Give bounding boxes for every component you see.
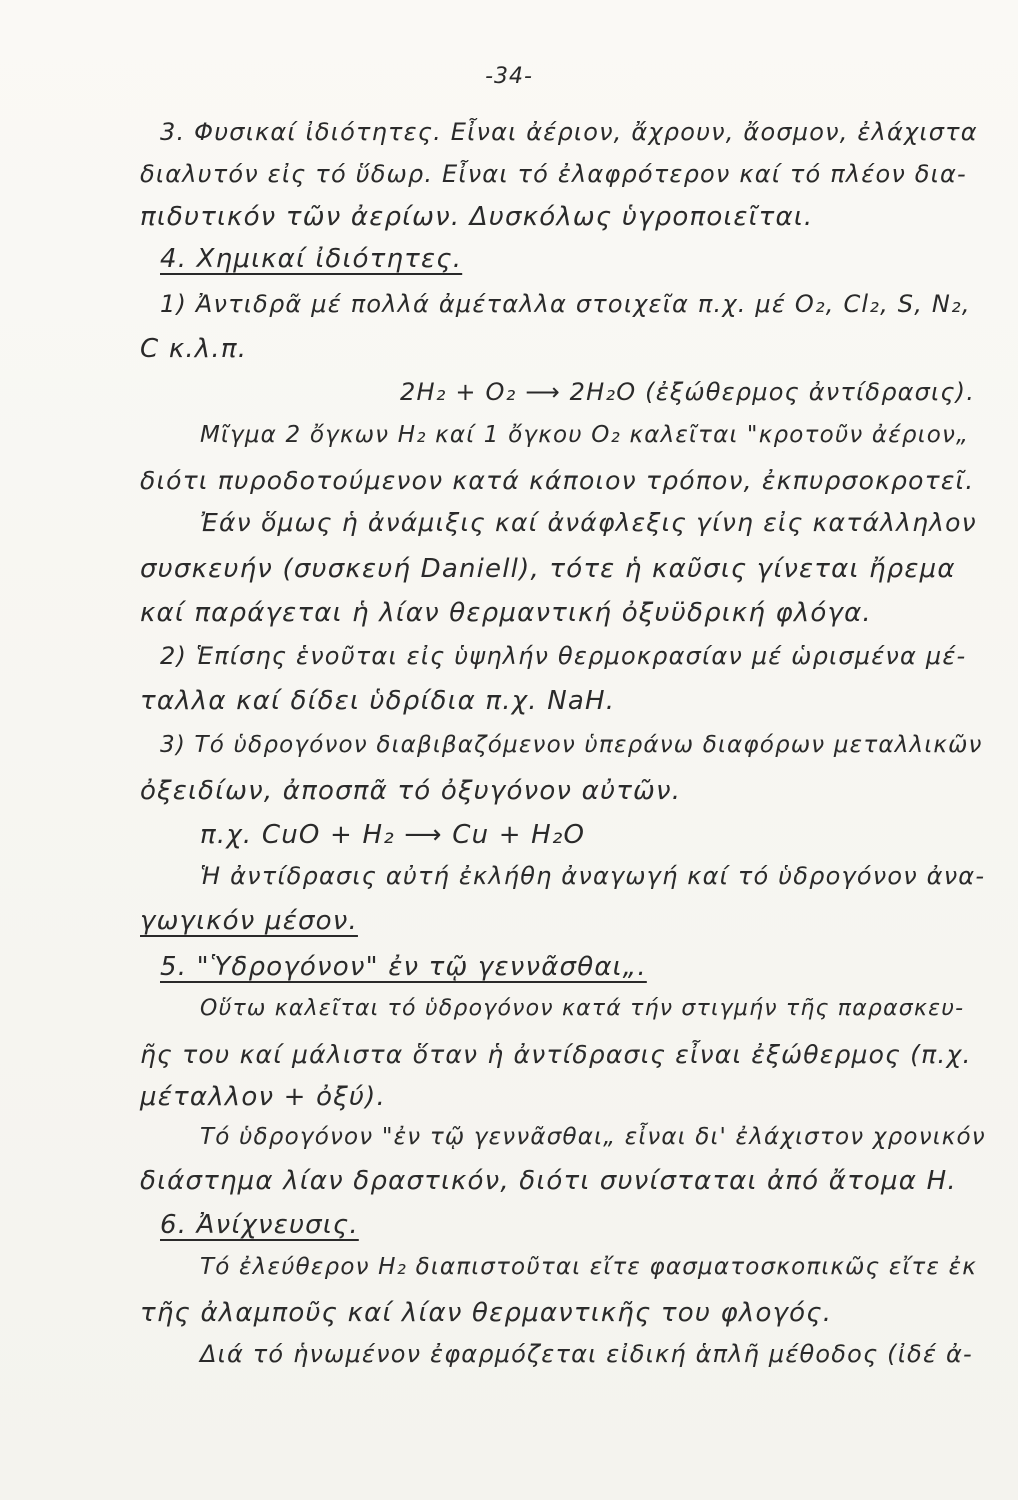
text-line: διαλυτόν εἰς τό ὕδωρ. Εἶναι τό ἐλαφρότερον καί τό πλέον δια- (140, 160, 967, 188)
text-line: Ἡ ἀντίδρασις αὐτή ἐκλήθη ἀναγωγή καί τό ὑδρογόνον ἀνα- (200, 862, 986, 890)
text-line: ὀξειδίων, ἀποσπᾶ τό ὀξυγόνον αὐτῶν. (140, 776, 682, 806)
section-heading-nascent-hydrogen: 5. "Ὑδρογόνον" ἐν τῷ γεννᾶσθαι„. (160, 952, 647, 982)
text-line: ῆς του καί μάλιστα ὅταν ἡ ἀντίδρασις εἶναι ἐξώθερμος (π.χ. (140, 1040, 972, 1069)
text-line: πιδυτικόν τῶν ἀερίων. Δυσκόλως ὑγροποιεῖται. (140, 202, 814, 232)
text-line: μέταλλον + ὀξύ). (140, 1082, 386, 1112)
text-line: ταλλα καί δίδει ὑδρίδια π.χ. NaH. (140, 686, 616, 716)
section-heading-chemical-properties: 4. Χημικαί ἰδιότητες. (160, 244, 463, 274)
text-line: Τό ἐλεύθερον H₂ διαπιστοῦται εἴτε φασματοσκοπικῶς εἴτε ἐκ (200, 1254, 978, 1280)
text-line: 3. Φυσικαί ἰδιότητες. Εἶναι ἀέριον, ἄχρουν, ἄοσμον, ἐλάχιστα (160, 118, 978, 146)
text-line: συσκευήν (συσκευή Daniell), τότε ἡ καῦσις γίνεται ἤρεμα (140, 554, 956, 584)
equation-line: π.χ. CuO + H₂ ⟶ Cu + H₂O (200, 820, 586, 850)
text-line: Μῖγμα 2 ὄγκων H₂ καί 1 ὄγκου O₂ καλεῖται "κροτοῦν ἀέριον„ (200, 422, 970, 448)
text-line: γωγικόν μέσον. (140, 906, 358, 936)
text-line: 1) Ἀντιδρᾶ μέ πολλά ἀμέταλλα στοιχεῖα π.χ. μέ O₂, Cl₂, S, N₂, (160, 290, 971, 318)
text-line: C κ.λ.π. (140, 334, 248, 364)
section-heading-detection: 6. Ἀνίχνευσις. (160, 1210, 359, 1240)
text-line: Διά τό ἡνωμένον ἐφαρμόζεται εἰδική ἁπλῆ μέθοδος (ἰδέ ἀ- (200, 1340, 973, 1368)
text-line: Ἐάν ὅμως ἡ ἀνάμιξις καί ἀνάφλεξις γίνη εἰς κατάλληλον (200, 508, 977, 537)
text-line: καί παράγεται ἡ λίαν θερμαντική ὀξυϋδρική φλόγα. (140, 598, 872, 628)
equation-line: 2H₂ + O₂ ⟶ 2H₂O (ἐξώθερμος ἀντίδρασις). (400, 378, 976, 406)
page-number: -34- (485, 64, 533, 89)
text-line: 2) Ἑπίσης ἑνοῦται εἰς ὑψηλήν θερμοκρασίαν μέ ὡρισμένα μέ- (160, 642, 967, 670)
text-line: διότι πυροδοτούμενον κατά κάποιον τρόπον, ἐκπυρσοκροτεῖ. (140, 466, 975, 495)
text-line: 3) Τό ὑδρογόνον διαβιβαζόμενον ὑπεράνω διαφόρων μεταλλικῶν (160, 732, 983, 758)
text-line: Τό ὑδρογόνον "ἐν τῷ γεννᾶσθαι„ εἶναι δι' ἐλάχιστον χρονικόν (200, 1124, 986, 1150)
text-line: διάστημα λίαν δραστικόν, διότι συνίσταται ἀπό ἄτομα H. (140, 1166, 957, 1196)
text-line: τῆς ἀλαμποῦς καί λίαν θερμαντικῆς του φλογός. (140, 1298, 833, 1328)
text-line: Οὕτω καλεῖται τό ὑδρογόνον κατά τήν στιγμήν τῆς παρασκευ- (200, 996, 965, 1021)
